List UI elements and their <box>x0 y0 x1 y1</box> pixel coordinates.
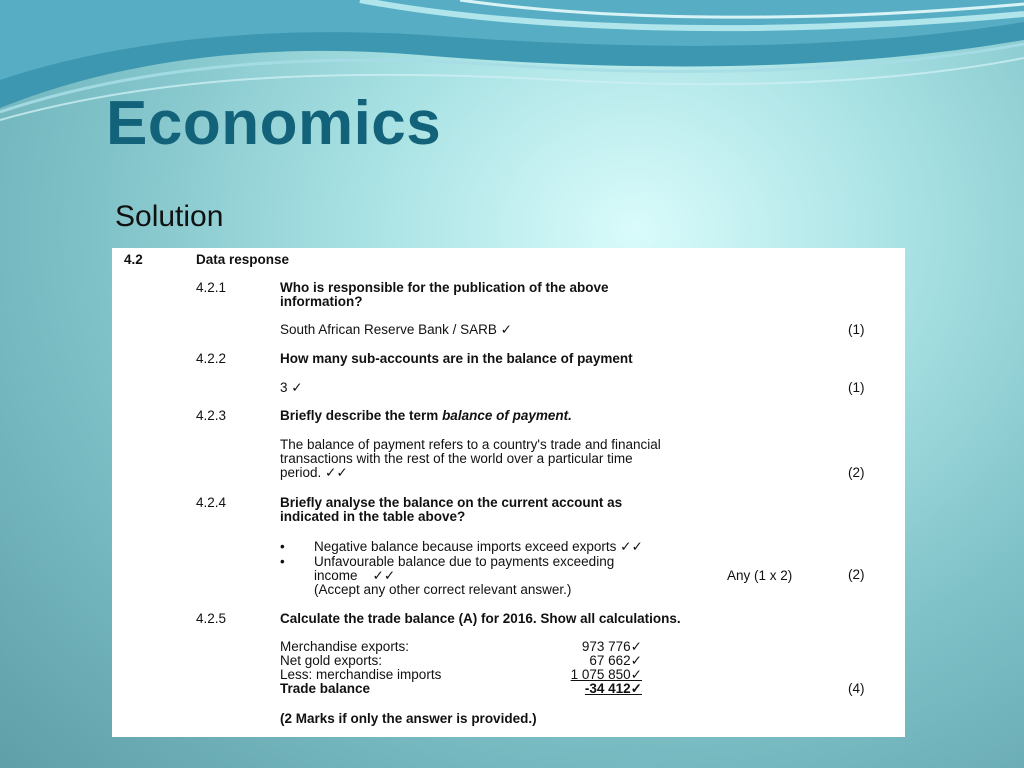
calc-row-value-total: -34 412✓ <box>584 681 642 696</box>
section-number: 4.2 <box>124 252 143 267</box>
calc-row-value: 973 776✓ <box>581 639 642 654</box>
q4-note: (Accept any other correct relevant answer.) <box>314 582 572 597</box>
calc-row-label: Less: merchandise imports <box>280 667 442 682</box>
calc-row-label: Merchandise exports: <box>280 639 410 654</box>
memo-document-image <box>112 248 905 737</box>
q1-mark: (1) <box>848 322 865 337</box>
q4-number: 4.2.4 <box>196 495 227 510</box>
q3-question-prefix: Briefly describe the term <box>280 408 443 423</box>
q1-question-line2: information? <box>280 294 363 309</box>
q3-question <box>280 408 572 423</box>
q2-number: 4.2.2 <box>196 351 227 366</box>
q3-question-term: balance of payment. <box>442 408 572 423</box>
q2-mark: (1) <box>848 380 865 395</box>
calc-row-label: Net gold exports: <box>280 653 383 668</box>
q3-number: 4.2.3 <box>196 408 227 423</box>
q4-question-line2: indicated in the table above? <box>280 509 466 524</box>
section-title: Data response <box>196 252 290 267</box>
q5-question: Calculate the trade balance (A) for 2016. Show all calculations. <box>280 611 681 626</box>
bullet-icon: • <box>280 539 285 554</box>
calc-row-label-total: Trade balance <box>280 681 371 696</box>
q1-question-line1: Who is responsible for the publication of the above <box>280 280 609 295</box>
q3-answer-line1: The balance of payment refers to a country's trade and financial <box>280 437 661 452</box>
q4-bullet2-line2: income ✓✓ <box>314 568 396 583</box>
q2-answer: 3 ✓ <box>280 380 303 395</box>
slide-title: Economics <box>106 89 442 158</box>
q5-number: 4.2.5 <box>196 611 227 626</box>
bullet-icon: • <box>280 554 285 569</box>
calc-row-value: 1 075 850✓ <box>570 667 642 682</box>
q4-any-marks: Any (1 x 2) <box>727 568 793 583</box>
calc-row-value: 67 662✓ <box>589 653 642 668</box>
q2-question: How many sub-accounts are in the balance of payment <box>280 351 633 366</box>
q4-mark: (2) <box>848 567 865 582</box>
q4-bullet1: Negative balance because imports exceed exports ✓✓ <box>314 539 643 554</box>
q3-mark: (2) <box>848 465 865 480</box>
q4-question-line1: Briefly analyse the balance on the current account as <box>280 495 623 510</box>
q4-bullet2-line1: Unfavourable balance due to payments exceeding <box>314 554 615 569</box>
q5-mark: (4) <box>848 681 865 696</box>
q3-answer-line2: transactions with the rest of the world over a particular time <box>280 451 633 466</box>
q1-number: 4.2.1 <box>196 280 227 295</box>
q5-footnote: (2 Marks if only the answer is provided.) <box>280 711 537 726</box>
q1-answer: South African Reserve Bank / SARB ✓ <box>280 322 512 337</box>
slide-subtitle: Solution <box>115 200 224 233</box>
q3-answer-line3: period. ✓✓ <box>280 465 348 480</box>
